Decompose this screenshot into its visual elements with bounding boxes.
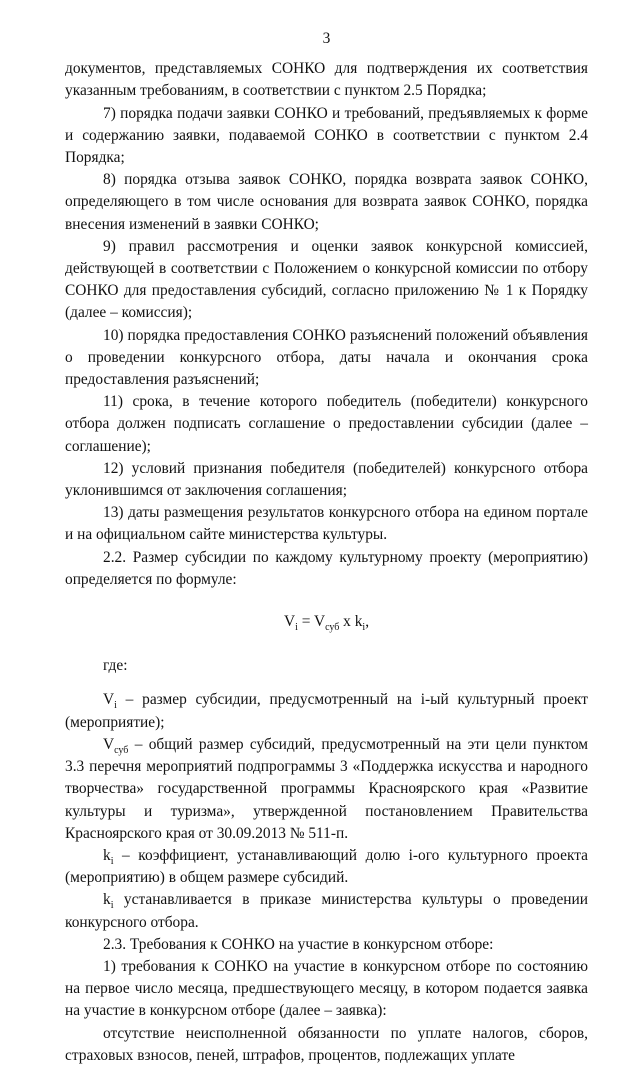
- formula: $V_i = V_{суб}$ х $k_i$,: [283, 613, 370, 634]
- paragraph: документов, представляемых СОНКО для подтверждения их соответствия указанным требованиям, в соответствии с пунктом 2.5 Порядка;: [65, 60, 588, 100]
- where-label: где:: [103, 657, 128, 675]
- paragraph: 12) условий признания победителя (победителей) конкурсного отбора уклонившимся от заключения соглашения;: [65, 459, 588, 500]
- paragraph: 7) порядка подачи заявки СОНКО и требований, предъявляемых к форме и содержанию заявки, подаваемой СОНКО в соответствии с пунктом 2.4 Порядка;: [65, 104, 588, 167]
- definitions-block: [65, 689, 588, 933]
- paragraph: 8) порядка отзыва заявок СОНКО, порядка возврата заявок СОНКО, определяющего в том числе основания для возврата заявок СОНКО, порядка внесения изменений в заявки СОНКО;: [65, 171, 588, 233]
- definition: $V_i$ – размер субсидии, предусмотренный на i-ый культурный проект (мероприятие);: [65, 691, 588, 731]
- definition: $V_{суб}$ – общий размер субсидий, предусмотренный на эти цели пунктом 3.3 перечня мероприятий подпрограммы 3 «Поддержка искусства и народного творчества» государственной программы Красноярского края «Развитие культуры и туризма», утвержденной постановлением Правительства Красноярского края от 30.09.2013 № 511-п.: [65, 735, 588, 842]
- definition: $k_i$ устанавливается в приказе министерства культуры о проведении конкурсного отбора.: [65, 891, 588, 931]
- paragraph: 2.2. Размер субсидии по каждому культурному проекту (мероприятию) определяется по формуле:: [65, 548, 588, 588]
- paragraph: 9) правил рассмотрения и оценки заявок конкурсной комиссией, действующей в соответствии с Положением о конкурсной комиссии по отбору СОНКО для предоставления субсидий, согласно приложению № 1 к Порядку (далее – комиссия);: [65, 237, 588, 322]
- requirements-block: [65, 934, 588, 1067]
- paragraph: 11) срока, в течение которого победитель (победители) конкурсного отбора должен подписать соглашение о предоставлении субсидии (далее – соглашение);: [65, 393, 588, 455]
- paragraph: 10) порядка предоставления СОНКО разъяснений положений объявления о проведении конкурсного отбора, даты начала и окончания срока предоставления разъяснений;: [65, 326, 588, 389]
- paragraph: 1) требования к СОНКО на участие в конкурсном отборе по состоянию на первое число месяца, предшествующего месяцу, в котором подается заявка на участие в конкурсном отборе (далее – заявка):: [65, 957, 588, 1020]
- paragraphs-block: [65, 58, 588, 591]
- paragraph: 2.3. Требования к СОНКО на участие в конкурсном отборе:: [103, 935, 494, 953]
- paragraph: отсутствие неисполненной обязанности по уплате налогов, сборов, страховых взносов, пеней, штрафов, процентов, подлежащих уплате: [65, 1024, 588, 1064]
- page-number: 3: [322, 30, 331, 47]
- paragraph: 13) даты размещения результатов конкурсного отбора на едином портале и на официальном сайте министерства культуры.: [65, 504, 588, 544]
- definition: $k_i$ – коэффициент, устанавливающий долю i-ого культурного проекта (мероприятию) в общем размере субсидий.: [65, 846, 588, 887]
